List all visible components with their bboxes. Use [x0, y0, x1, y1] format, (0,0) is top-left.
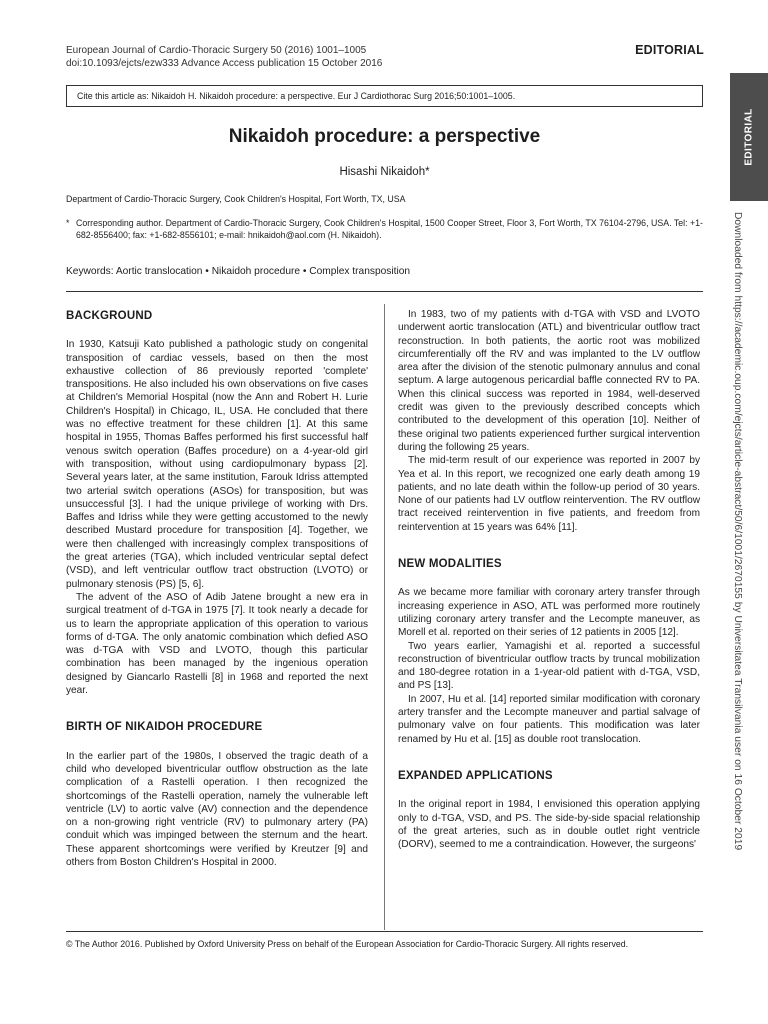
article-title: Nikaidoh procedure: a perspective [228, 126, 541, 147]
body-paragraph: In the original report in 1984, I envisioned this operation applying only to d-TGA, VSD, and PS. The side-by-side spacial relationship of the great arteries, such as in double outlet right ventricle (DORV), seemed to me a contraindication. However, the surgeons' [398, 799, 700, 851]
header-rule [66, 291, 703, 292]
heading-birth-of-procedure: BIRTH OF NIKAIDOH PROCEDURE [66, 721, 263, 734]
journal-header [66, 44, 382, 70]
correspondence-text: Corresponding author. Department of Cardio-Thoracic Surgery, Cook Children's Hospital, 1500 Cooper Street, Floor 3, Fort Worth, TX 76104-2796, USA. Tel: +1-682-8556400; fax: +1-682-8556101; e-mail: hnikaidoh@aol.com (H. Nikaidoh). [76, 218, 703, 240]
footnote-mark: * [66, 218, 70, 228]
author-name: Hisashi Nikaidoh* [339, 166, 430, 178]
correspondence-note [66, 218, 703, 241]
section-label: EDITORIAL [635, 43, 704, 57]
download-watermark [731, 212, 755, 851]
body-paragraph: As we became more familiar with coronary artery transfer through increasing experience in ASO, ATL was performed more routinely utilizing coronary artery transfer and the Lecompte maneuver, as Morell et al. reported on their series of 12 patients in 2005 [12]. [398, 587, 700, 639]
download-watermark-text: Downloaded from https://academic.oup.com/ejcts/article-abstract/50/6/1001/2670155 by Universitatea Transilvania user on 16 October 2019 [732, 212, 743, 851]
journal-citation-line: European Journal of Cardio-Thoracic Surgery 50 (2016) 1001–1005 [66, 45, 367, 56]
author-affiliation: Department of Cardio-Thoracic Surgery, Cook Children's Hospital, Fort Worth, TX, USA [66, 194, 406, 204]
citation-box: Cite this article as: Nikaidoh H. Nikaidoh procedure: a perspective. Eur J Cardiothorac Surg 2016;50:1001–1005. [66, 85, 703, 107]
footer-rule [66, 931, 703, 932]
body-paragraph: In 1983, two of my patients with d-TGA with VSD and LVOTO underwent aortic translocation (ATL) and biventricular outflow tract reconstruction. In both patients, the aortic root was mobilized circumferentially off the RV and was implanted to the LV outflow area after the division of the stenotic pulmonary annulus and conal septum. A large autogenous pericardial baffle connected RV to PA. When this clinical success was reported in 1984, well-deserved credit was given to the previously described concepts which contributed to the development of this operation [10]. Neither of these original two patients experienced further surgical intervention during the following 25 years. [398, 309, 700, 453]
left-column [66, 308, 368, 869]
keywords-label: Keywords: [66, 266, 114, 277]
body-paragraph: The advent of the ASO of Adib Jatene brought a new era in surgical treatment of d-TGA in 1975 [7]. It took nearly a decade for us to learn the appropriate application of this operation to various forms of d-TGA. The only anatomic combination which defied ASO was d-TGA with VSD and LVOTO, though this particular combination has been managed by the ingenious operation designed by Giancarlo Rastelli [8] in 1968 and reported the next year. [66, 591, 368, 697]
body-paragraph: In the earlier part of the 1980s, I observed the tragic death of a child who developed biventricular outflow obstruction as the late complication of a Rastelli operation. I then recognized the shortcomings of the Rastelli operation, namely the vulnerable left ventricle (LV) to aortic valve (AV) connection and the dependence on a non-growing right ventricle (RV) to pulmonary artery (PA) conduit which was impinged between the sternum and the heart. These apparent shortcomings were verified by Kreutzer [9] and others from Boston Children's Hospital in 2000. [66, 750, 368, 868]
keywords [66, 266, 410, 277]
heading-new-modalities: NEW MODALITIES [398, 558, 502, 571]
keywords-list: Aortic translocation • Nikaidoh procedure • Complex transposition [115, 266, 411, 277]
copyright-footer: © The Author 2016. Published by Oxford University Press on behalf of the European Association for Cardio-Thoracic Surgery. All rights reserved. [66, 939, 629, 949]
side-tab-label: EDITORIAL [743, 108, 755, 166]
side-section-tab [730, 73, 768, 201]
column-divider [384, 304, 385, 930]
heading-background: BACKGROUND [66, 310, 153, 322]
doi-line: doi:10.1093/ejcts/ezw333 Advance Access publication 15 October 2016 [66, 58, 383, 69]
body-paragraph: Two years earlier, Yamagishi et al. reported a successful reconstruction of biventricular outflow tracts by truncal mobilization and 180-degree rotation in a 1-year-old patient with d-TGA, VSD, and PS [13]. [398, 640, 700, 692]
right-column [398, 308, 700, 851]
body-paragraph: In 2007, Hu et al. [14] reported similar modification with coronary artery transfer and the Lecompte maneuver and partial salvage of pulmonary valve on four patients. This modification was later renamed by Hu et al. [15] as double root translocation. [398, 693, 700, 745]
body-paragraph: The mid-term result of our experience was reported in 2007 by Yea et al. In this report, we recognized one early death among 19 patients, and no late death within the follow-up period of 30 years. None of our patients had LV outflow reintervention. The RV outflow tract received reintervention in five patients, and freedom from reintervention at 15 years was 64% [11]. [398, 455, 700, 533]
body-paragraph: In 1930, Katsuji Kato published a pathologic study on congenital transposition of cardiac vessels, based on then the most exhaustive collection of 86 previously reported 'complete' transpositions. He also included his own observations on five cases at Children's Memorial Hospital (now the Ann and Robert H. Lurie Children's Hospital) in Chicago, IL, USA. He concluded that there was no effective treatment for these children [1]. At this same hospital in 1955, Thomas Baffes performed his first successful half venous switch operation (Baffes procedure) on a 4-year-old girl with transposition, without using cardiopulmonary bypass [2]. Several years later, at the same institution, Farouk Idriss attempted two arterial switch operations (ASOs) for transposition, but was unsuccessful [3]. I had the unique privilege of working with Drs. Baffes and Idriss while they were getting accustomed to the newly described Mustard procedure for transposition [4]. Together, we were then challenged with increasingly complex transpositions of the great arteries (TGA), which included ventricular septal defect (VSD), and left ventricular outflow tract obstruction (LVOTO) or pulmonary stenosis (PS) [5, 6]. [66, 339, 368, 590]
heading-expanded-applications: EXPANDED APPLICATIONS [398, 769, 553, 782]
